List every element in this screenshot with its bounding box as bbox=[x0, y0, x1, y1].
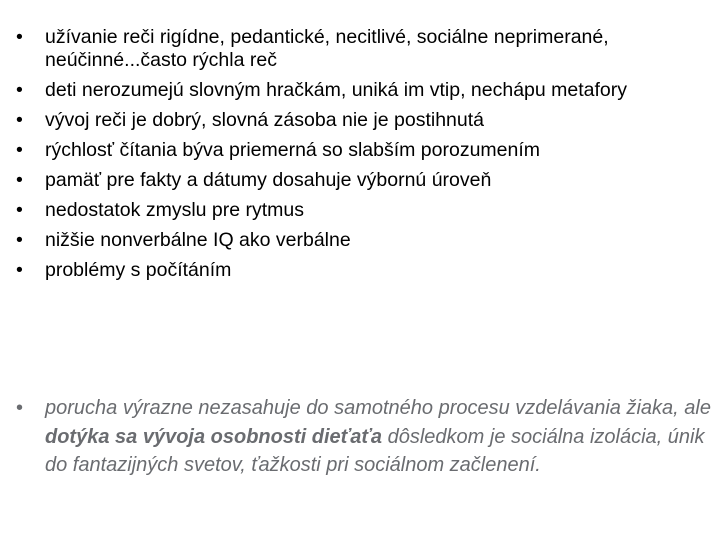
bullet-icon: • bbox=[16, 259, 23, 281]
summary-note-list bbox=[16, 394, 711, 480]
list-item bbox=[16, 169, 706, 192]
list-item bbox=[16, 259, 706, 282]
list-item bbox=[16, 199, 706, 222]
note-text-after: dôsledkom je sociálna izolácia, únik do fantazijných svetov, ťažkosti pri sociálnom začlenení. bbox=[45, 425, 705, 476]
list-item bbox=[16, 79, 706, 102]
list-item-text: vývoj reči je dobrý, slovná zásoba nie je postihnutá bbox=[45, 109, 484, 131]
bullet-icon: • bbox=[16, 139, 23, 161]
list-item-text: užívanie reči rigídne, pedantické, necitlivé, sociálne neprimerané, neúčinné...často rýchla reč bbox=[45, 26, 609, 71]
list-item-text: pamäť pre fakty a dátumy dosahuje výbornú úroveň bbox=[45, 169, 492, 191]
note-text-before: porucha výrazne nezasahuje do samotného procesu vzdelávania žiaka, ale bbox=[45, 397, 711, 419]
bullet-icon: • bbox=[16, 199, 23, 221]
list-item-text: nedostatok zmyslu pre rytmus bbox=[45, 199, 305, 221]
bullet-icon: • bbox=[16, 169, 23, 191]
note-emphasis: dotýka sa vývoja osobnosti dieťaťa bbox=[45, 425, 383, 448]
list-item-text: problémy s počítáním bbox=[45, 259, 232, 281]
list-item bbox=[16, 139, 706, 162]
list-item bbox=[16, 229, 706, 252]
list-item bbox=[16, 26, 706, 72]
bullet-icon: • bbox=[16, 79, 23, 101]
bullet-icon: • bbox=[16, 229, 23, 251]
list-item-text: deti nerozumejú slovným hračkám, uniká im vtip, nechápu metafory bbox=[45, 79, 628, 101]
list-item bbox=[16, 109, 706, 132]
summary-note bbox=[16, 394, 711, 480]
list-item-text: nižšie nonverbálne IQ ako verbálne bbox=[45, 229, 351, 251]
characteristics-list bbox=[16, 26, 706, 289]
bullet-icon: • bbox=[16, 109, 23, 131]
bullet-icon: • bbox=[16, 26, 23, 48]
list-item-text: rýchlosť čítania býva priemerná so slabším porozumením bbox=[45, 139, 541, 161]
bullet-icon: • bbox=[16, 397, 24, 419]
